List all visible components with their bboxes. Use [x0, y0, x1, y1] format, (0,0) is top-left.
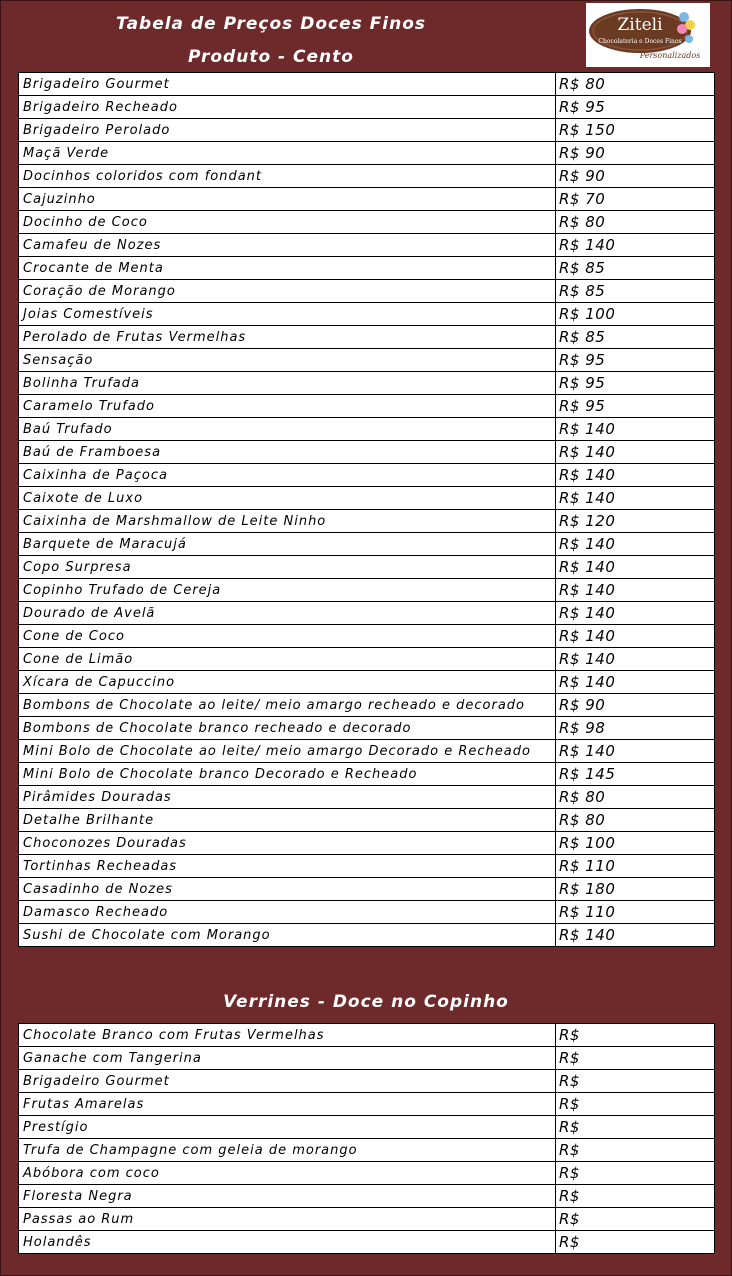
- product-name: Casadinho de Nozes: [19, 878, 556, 901]
- product-price: R$ 140: [556, 556, 715, 579]
- table-row: [19, 326, 715, 349]
- table-row: [19, 372, 715, 395]
- table-row: [19, 1162, 715, 1185]
- product-name: Passas ao Rum: [19, 1208, 556, 1231]
- product-price: R$ 140: [556, 740, 715, 763]
- product-price: R$ 95: [556, 349, 715, 372]
- table-row: [19, 73, 715, 96]
- table-row: [19, 142, 715, 165]
- table-row: [19, 602, 715, 625]
- table-row: [19, 855, 715, 878]
- product-name: Cone de Coco: [19, 625, 556, 648]
- product-name: Bombons de Chocolate ao leite/ meio amargo recheado e decorado: [19, 694, 556, 717]
- product-name: Docinho de Coco: [19, 211, 556, 234]
- product-name: Cone de Limão: [19, 648, 556, 671]
- product-name: Copo Surpresa: [19, 556, 556, 579]
- product-price: R$ 110: [556, 901, 715, 924]
- table-row: [19, 1208, 715, 1231]
- table-row: [19, 786, 715, 809]
- product-name: Brigadeiro Gourmet: [19, 1070, 556, 1093]
- table-row: [19, 211, 715, 234]
- product-price: R$ 85: [556, 280, 715, 303]
- product-name: Dourado de Avelã: [19, 602, 556, 625]
- product-name: Ganache com Tangerina: [19, 1047, 556, 1070]
- product-name: Bombons de Chocolate branco recheado e decorado: [19, 717, 556, 740]
- product-name: Mini Bolo de Chocolate branco Decorado e Recheado: [19, 763, 556, 786]
- product-price: R$: [556, 1024, 715, 1047]
- product-price: R$ 95: [556, 372, 715, 395]
- product-price: R$ 140: [556, 533, 715, 556]
- balloon-icon: [677, 24, 687, 34]
- table-row: [19, 878, 715, 901]
- logo-script: Personalizados: [639, 51, 701, 60]
- table-row: [19, 1093, 715, 1116]
- product-name: Camafeu de Nozes: [19, 234, 556, 257]
- verrines-table: [18, 1023, 715, 1254]
- product-price: R$ 90: [556, 165, 715, 188]
- table-row: [19, 280, 715, 303]
- table-row: [19, 901, 715, 924]
- table-row: [19, 487, 715, 510]
- table-row: [19, 740, 715, 763]
- product-price: R$ 95: [556, 96, 715, 119]
- product-name: Coração de Morango: [19, 280, 556, 303]
- product-price: R$ 80: [556, 73, 715, 96]
- product-name: Chocolate Branco com Frutas Vermelhas: [19, 1024, 556, 1047]
- product-name: Copinho Trufado de Cereja: [19, 579, 556, 602]
- product-price: R$ 140: [556, 234, 715, 257]
- product-price: R$: [556, 1162, 715, 1185]
- product-price: R$ 80: [556, 211, 715, 234]
- product-name: Trufa de Champagne com geleia de morango: [19, 1139, 556, 1162]
- table-row: [19, 671, 715, 694]
- table-row: [19, 832, 715, 855]
- table-row: [19, 303, 715, 326]
- product-price: R$: [556, 1070, 715, 1093]
- product-price: R$ 85: [556, 326, 715, 349]
- product-price: R$ 140: [556, 671, 715, 694]
- product-name: Pirâmides Douradas: [19, 786, 556, 809]
- product-name: Sushi de Chocolate com Morango: [19, 924, 556, 947]
- logo-tagline: Chocolateria e Doces Finos: [598, 38, 682, 45]
- product-price: R$ 110: [556, 855, 715, 878]
- table-row: [19, 556, 715, 579]
- table-row: [19, 809, 715, 832]
- table-row: [19, 1231, 715, 1254]
- product-price: R$ 145: [556, 763, 715, 786]
- product-price: R$ 90: [556, 142, 715, 165]
- product-price: R$ 70: [556, 188, 715, 211]
- product-price: R$ 140: [556, 464, 715, 487]
- table-row: [19, 1070, 715, 1093]
- table-row: [19, 349, 715, 372]
- product-name: Cajuzinho: [19, 188, 556, 211]
- product-price: R$: [556, 1116, 715, 1139]
- product-price: R$ 140: [556, 579, 715, 602]
- product-price: R$: [556, 1185, 715, 1208]
- product-price: R$ 95: [556, 395, 715, 418]
- table-row: [19, 119, 715, 142]
- table-row: [19, 441, 715, 464]
- product-name: Baú Trufado: [19, 418, 556, 441]
- verrines-title: Verrines - Doce no Copinho: [223, 992, 509, 1012]
- product-name: Maçã Verde: [19, 142, 556, 165]
- product-name: Choconozes Douradas: [19, 832, 556, 855]
- product-name: Caixote de Luxo: [19, 487, 556, 510]
- logo-name: Ziteli: [617, 15, 663, 35]
- product-name: Joias Comestíveis: [19, 303, 556, 326]
- product-name: Docinhos coloridos com fondant: [19, 165, 556, 188]
- product-price: R$ 140: [556, 625, 715, 648]
- table-row: [19, 763, 715, 786]
- product-price: R$ 180: [556, 878, 715, 901]
- table-row: [19, 1185, 715, 1208]
- product-name: Floresta Negra: [19, 1185, 556, 1208]
- table-row: [19, 257, 715, 280]
- table-row: [19, 418, 715, 441]
- product-price: R$: [556, 1047, 715, 1070]
- product-name: Abóbora com coco: [19, 1162, 556, 1185]
- table-row: [19, 924, 715, 947]
- product-price: R$ 140: [556, 924, 715, 947]
- table-row: [19, 96, 715, 119]
- product-price: R$ 80: [556, 809, 715, 832]
- product-name: Barquete de Maracujá: [19, 533, 556, 556]
- product-name: Damasco Recheado: [19, 901, 556, 924]
- product-price: R$: [556, 1231, 715, 1254]
- table-row: [19, 694, 715, 717]
- product-name: Caixinha de Paçoca: [19, 464, 556, 487]
- product-price: R$ 100: [556, 303, 715, 326]
- table-row: [19, 395, 715, 418]
- product-price: R$: [556, 1208, 715, 1231]
- products-table: [18, 72, 715, 947]
- product-price: R$ 140: [556, 602, 715, 625]
- product-price: R$: [556, 1139, 715, 1162]
- page-title: Tabela de Preços Doces Finos: [115, 14, 426, 34]
- product-price: R$ 100: [556, 832, 715, 855]
- product-price: R$ 98: [556, 717, 715, 740]
- product-name: Prestígio: [19, 1116, 556, 1139]
- product-name: Tortinhas Recheadas: [19, 855, 556, 878]
- table-row: [19, 1024, 715, 1047]
- product-name: Detalhe Brilhante: [19, 809, 556, 832]
- product-price: R$ 120: [556, 510, 715, 533]
- product-name: Caixinha de Marshmallow de Leite Ninho: [19, 510, 556, 533]
- product-name: Bolinha Trufada: [19, 372, 556, 395]
- table-row: [19, 464, 715, 487]
- product-price: R$ 90: [556, 694, 715, 717]
- product-name: Frutas Amarelas: [19, 1093, 556, 1116]
- product-name: Holandês: [19, 1231, 556, 1254]
- product-price: R$ 140: [556, 441, 715, 464]
- product-price: R$ 140: [556, 418, 715, 441]
- table-row: [19, 579, 715, 602]
- table-row: [19, 533, 715, 556]
- table-row: [19, 1047, 715, 1070]
- logo-graphic: [586, 3, 710, 67]
- product-name: Perolado de Frutas Vermelhas: [19, 326, 556, 349]
- ziteli-logo: [586, 3, 710, 67]
- table-row: [19, 188, 715, 211]
- table-row: [19, 165, 715, 188]
- product-name: Baú de Framboesa: [19, 441, 556, 464]
- product-name: Crocante de Menta: [19, 257, 556, 280]
- balloon-icon: [685, 35, 693, 43]
- product-price: R$ 85: [556, 257, 715, 280]
- product-name: Brigadeiro Perolado: [19, 119, 556, 142]
- product-price: R$ 150: [556, 119, 715, 142]
- product-price: R$ 140: [556, 648, 715, 671]
- product-name: Sensação: [19, 349, 556, 372]
- product-name: Caramelo Trufado: [19, 395, 556, 418]
- table-row: [19, 1116, 715, 1139]
- product-price: R$ 140: [556, 487, 715, 510]
- product-price: R$ 80: [556, 786, 715, 809]
- table-row: [19, 625, 715, 648]
- product-name: Brigadeiro Recheado: [19, 96, 556, 119]
- product-name: Mini Bolo de Chocolate ao leite/ meio amargo Decorado e Recheado: [19, 740, 556, 763]
- table-row: [19, 510, 715, 533]
- table-row: [19, 234, 715, 257]
- product-name: Xícara de Capuccino: [19, 671, 556, 694]
- balloon-icon: [679, 12, 689, 22]
- page-subtitle: Produto - Cento: [188, 47, 354, 67]
- table-row: [19, 1139, 715, 1162]
- table-row: [19, 717, 715, 740]
- product-name: Brigadeiro Gourmet: [19, 73, 556, 96]
- product-price: R$: [556, 1093, 715, 1116]
- table-row: [19, 648, 715, 671]
